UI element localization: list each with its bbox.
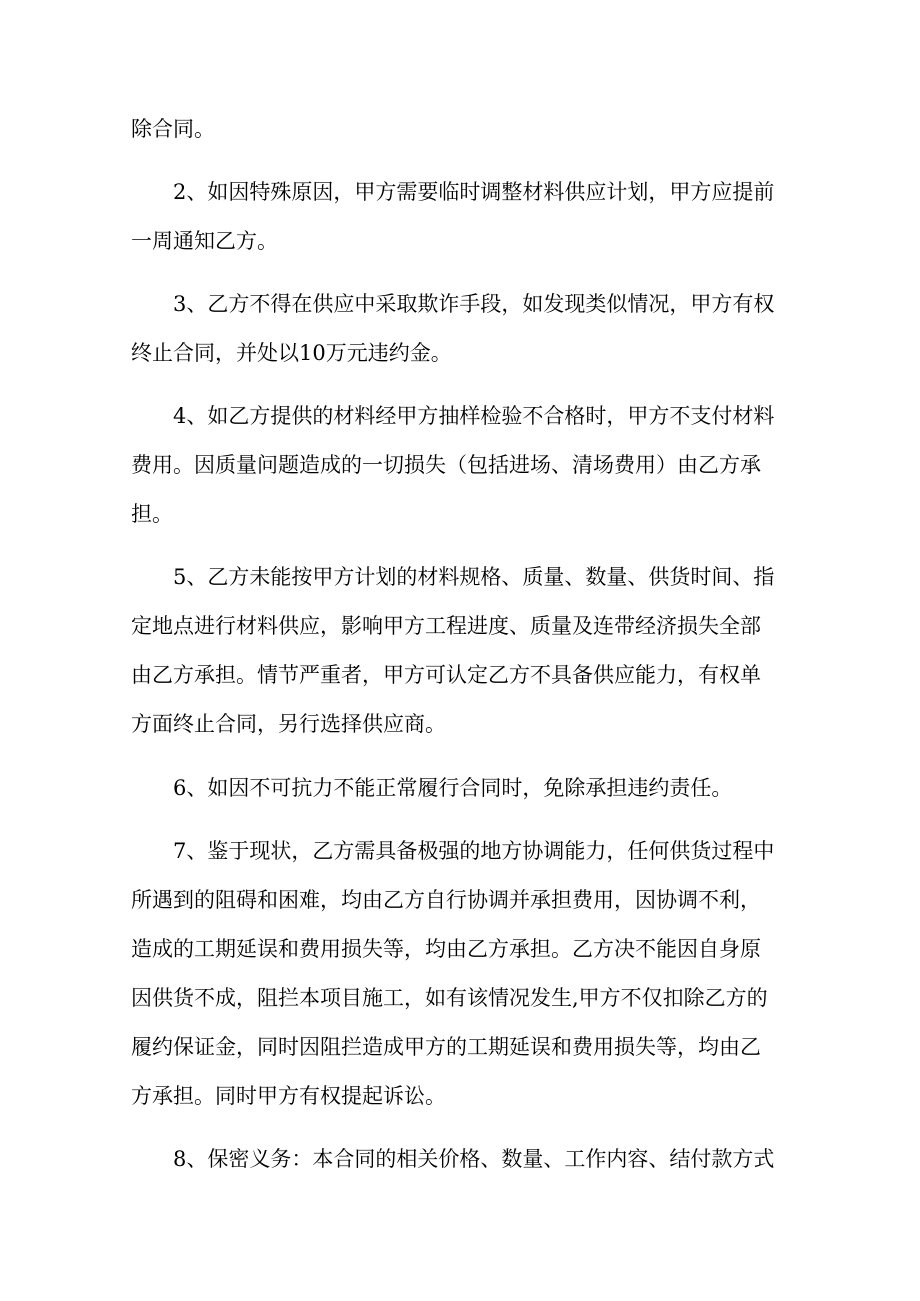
paragraph-line: 一周通知乙方。 (131, 229, 278, 253)
paragraph-line: 3、乙方不得在供应中采取欺诈手段，如发现类似情况，甲方有权 (173, 292, 775, 316)
paragraph-line: 6、如因不可抗力不能正常履行合同时，免除承担违约责任。 (173, 776, 733, 800)
paragraph-line: 方面终止合同，另行选择供应商。 (131, 712, 446, 736)
paragraph-line: 2、如因特殊原因，甲方需要临时调整材料供应计划，甲方应提前 (173, 180, 775, 204)
paragraph-line: 所遇到的阻碍和困难，均由乙方自行协调并承担费用，因协调不利， (131, 888, 761, 912)
paragraph-line: 8、保密义务：本合同的相关价格、数量、工作内容、结付款方式 (173, 1147, 775, 1171)
paragraph-line: 方承担。同时甲方有权提起诉讼。 (131, 1084, 446, 1108)
paragraph-line: 7、鉴于现状，乙方需具备极强的地方协调能力，任何供货过程中 (173, 839, 775, 863)
paragraph-line: 除合同。 (131, 117, 215, 141)
paragraph-line: 终止合同，并处以10万元违约金。 (131, 341, 452, 365)
paragraph-line: 费用。因质量问题造成的一切损失（包括进场、清场费用）由乙方承 (131, 453, 761, 477)
paragraph-line: 担。 (131, 502, 173, 526)
paragraph-line: 5、乙方未能按甲方计划的材料规格、质量、数量、供货时间、指 (173, 565, 775, 589)
paragraph-line: 履约保证金，同时因阻拦造成甲方的工期延误和费用损失等，均由乙 (131, 1035, 761, 1059)
paragraph-line: 因供货不成，阻拦本项目施工，如有该情况发生,甲方不仅扣除乙方的 (131, 986, 768, 1010)
paragraph-line: 4、如乙方提供的材料经甲方抽样检验不合格时，甲方不支付材料 (173, 404, 775, 428)
paragraph-line: 定地点进行材料供应，影响甲方工程进度、质量及连带经济损失全部 (131, 614, 761, 638)
paragraph-line: 由乙方承担。情节严重者，甲方可认定乙方不具备供应能力，有权单 (131, 663, 761, 687)
paragraph-line: 造成的工期延误和费用损失等，均由乙方承担。乙方决不能因自身原 (131, 937, 761, 961)
